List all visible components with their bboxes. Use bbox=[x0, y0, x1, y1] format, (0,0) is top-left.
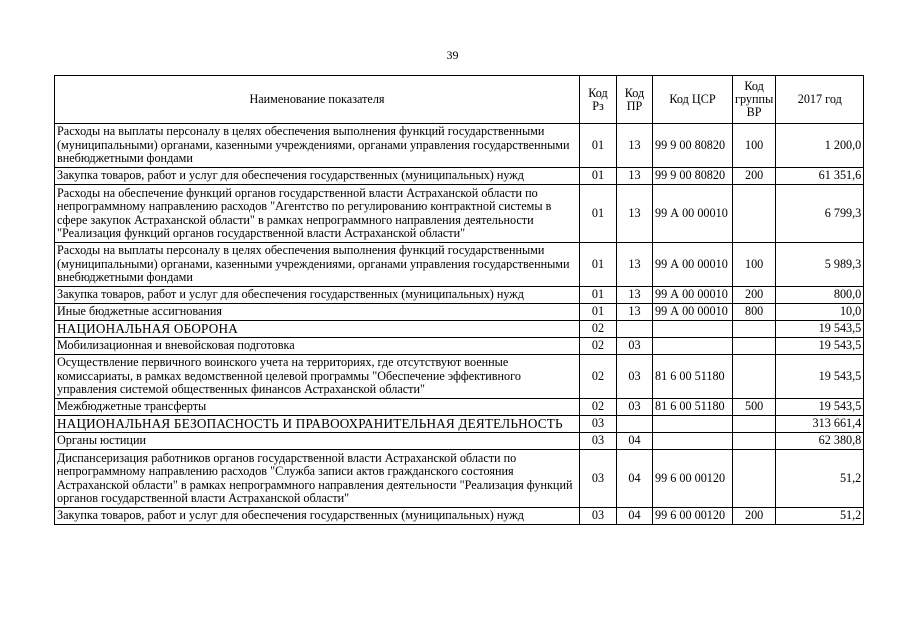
row-vr: 200 bbox=[733, 508, 776, 525]
row-vr: 200 bbox=[733, 287, 776, 304]
table-row bbox=[55, 450, 864, 508]
row-rz: 02 bbox=[580, 338, 617, 355]
row-name: Диспансеризация работников органов государственной власти Астраханской области по непрограммному направлению расходов "Служба записи актов гражданского состояния Астраханской области" в рамках непрограммного направления деятельности "Реализация функций органов государственной власти Астраханской области" bbox=[55, 450, 580, 508]
row-csr: 99 А 00 00010 bbox=[653, 287, 733, 304]
row-rz: 03 bbox=[580, 416, 617, 433]
row-amount: 19 543,5 bbox=[776, 355, 864, 399]
budget-table bbox=[54, 75, 864, 525]
row-csr bbox=[653, 416, 733, 433]
table-row bbox=[55, 416, 864, 433]
row-name: Расходы на выплаты персоналу в целях обеспечения выполнения функций государственными (муниципальными) органами, казенными учреждениями, органами управления государственными внебюджетными фондами bbox=[55, 243, 580, 287]
row-csr: 99 9 00 80820 bbox=[653, 168, 733, 185]
row-amount: 10,0 bbox=[776, 304, 864, 321]
row-pr bbox=[617, 416, 653, 433]
header-name: Наименование показателя bbox=[55, 76, 580, 124]
row-amount: 313 661,4 bbox=[776, 416, 864, 433]
row-name: Закупка товаров, работ и услуг для обеспечения государственных (муниципальных) нужд bbox=[55, 508, 580, 525]
table-row bbox=[55, 168, 864, 185]
row-csr: 99 А 00 00010 bbox=[653, 243, 733, 287]
row-amount: 1 200,0 bbox=[776, 124, 864, 168]
row-csr: 99 А 00 00010 bbox=[653, 304, 733, 321]
row-vr: 800 bbox=[733, 304, 776, 321]
row-name: Мобилизационная и вневойсковая подготовка bbox=[55, 338, 580, 355]
row-pr: 13 bbox=[617, 185, 653, 243]
row-pr: 03 bbox=[617, 355, 653, 399]
row-csr: 99 6 00 00120 bbox=[653, 508, 733, 525]
row-vr bbox=[733, 433, 776, 450]
row-name: Иные бюджетные ассигнования bbox=[55, 304, 580, 321]
table-row bbox=[55, 399, 864, 416]
row-name: Закупка товаров, работ и услуг для обеспечения государственных (муниципальных) нужд bbox=[55, 287, 580, 304]
table-row bbox=[55, 433, 864, 450]
row-rz: 01 bbox=[580, 185, 617, 243]
header-csr: Код ЦСР bbox=[653, 76, 733, 124]
row-name: Расходы на выплаты персоналу в целях обеспечения выполнения функций государственными (муниципальными) органами, казенными учреждениями, органами управления государственными внебюджетными фондами bbox=[55, 124, 580, 168]
row-vr bbox=[733, 355, 776, 399]
row-name: Осуществление первичного воинского учета на территориях, где отсутствуют военные комиссариаты, в рамках ведомственной целевой программы "Обеспечение эффективного управления системой общественных финансов Астраханской области" bbox=[55, 355, 580, 399]
row-vr: 200 bbox=[733, 168, 776, 185]
table-row bbox=[55, 355, 864, 399]
row-name: Закупка товаров, работ и услуг для обеспечения государственных (муниципальных) нужд bbox=[55, 168, 580, 185]
row-pr: 03 bbox=[617, 338, 653, 355]
row-vr bbox=[733, 416, 776, 433]
row-vr: 500 bbox=[733, 399, 776, 416]
row-csr bbox=[653, 338, 733, 355]
row-csr bbox=[653, 321, 733, 338]
page-number: 39 bbox=[446, 48, 459, 62]
row-amount: 5 989,3 bbox=[776, 243, 864, 287]
row-csr bbox=[653, 433, 733, 450]
row-rz: 03 bbox=[580, 433, 617, 450]
header-vr: Код группы ВР bbox=[733, 76, 776, 124]
row-amount: 19 543,5 bbox=[776, 321, 864, 338]
table-row bbox=[55, 287, 864, 304]
row-name: Межбюджетные трансферты bbox=[55, 399, 580, 416]
table-row bbox=[55, 338, 864, 355]
row-rz: 02 bbox=[580, 355, 617, 399]
row-amount: 62 380,8 bbox=[776, 433, 864, 450]
table-row bbox=[55, 243, 864, 287]
row-pr: 04 bbox=[617, 508, 653, 525]
row-amount: 19 543,5 bbox=[776, 399, 864, 416]
row-rz: 01 bbox=[580, 304, 617, 321]
table-row bbox=[55, 321, 864, 338]
row-pr: 13 bbox=[617, 168, 653, 185]
header-year: 2017 год bbox=[776, 76, 864, 124]
row-vr: 100 bbox=[733, 124, 776, 168]
header-pr: Код ПР bbox=[617, 76, 653, 124]
row-name: Расходы на обеспечение функций органов государственной власти Астраханской области по непрограммному направлению расходов "Агентство по регулированию контрактной системы в сфере закупок Астраханской области" в рамках непрограммного направления деятельности "Реализация функций органов государственной власти Астраханской области" bbox=[55, 185, 580, 243]
row-pr: 13 bbox=[617, 243, 653, 287]
row-rz: 01 bbox=[580, 124, 617, 168]
row-amount: 51,2 bbox=[776, 508, 864, 525]
row-pr: 04 bbox=[617, 450, 653, 508]
row-amount: 19 543,5 bbox=[776, 338, 864, 355]
row-amount: 6 799,3 bbox=[776, 185, 864, 243]
row-rz: 02 bbox=[580, 321, 617, 338]
row-rz: 03 bbox=[580, 508, 617, 525]
row-amount: 61 351,6 bbox=[776, 168, 864, 185]
row-pr: 04 bbox=[617, 433, 653, 450]
row-csr: 81 6 00 51180 bbox=[653, 399, 733, 416]
row-csr: 99 А 00 00010 bbox=[653, 185, 733, 243]
row-rz: 01 bbox=[580, 287, 617, 304]
row-vr: 100 bbox=[733, 243, 776, 287]
table-row bbox=[55, 185, 864, 243]
row-vr bbox=[733, 321, 776, 338]
row-pr bbox=[617, 321, 653, 338]
row-amount: 800,0 bbox=[776, 287, 864, 304]
row-pr: 03 bbox=[617, 399, 653, 416]
row-rz: 02 bbox=[580, 399, 617, 416]
row-name: НАЦИОНАЛЬНАЯ ОБОРОНА bbox=[55, 321, 580, 338]
header-rz: Код Рз bbox=[580, 76, 617, 124]
row-rz: 01 bbox=[580, 168, 617, 185]
row-rz: 01 bbox=[580, 243, 617, 287]
table-header-row bbox=[55, 76, 864, 124]
row-rz: 03 bbox=[580, 450, 617, 508]
row-pr: 13 bbox=[617, 304, 653, 321]
row-csr: 99 6 00 00120 bbox=[653, 450, 733, 508]
row-pr: 13 bbox=[617, 287, 653, 304]
table-row bbox=[55, 124, 864, 168]
row-name: НАЦИОНАЛЬНАЯ БЕЗОПАСНОСТЬ И ПРАВООХРАНИТЕЛЬНАЯ ДЕЯТЕЛЬНОСТЬ bbox=[55, 416, 580, 433]
row-csr: 81 6 00 51180 bbox=[653, 355, 733, 399]
row-vr bbox=[733, 185, 776, 243]
row-vr bbox=[733, 338, 776, 355]
row-pr: 13 bbox=[617, 124, 653, 168]
row-amount: 51,2 bbox=[776, 450, 864, 508]
row-csr: 99 9 00 80820 bbox=[653, 124, 733, 168]
row-vr bbox=[733, 450, 776, 508]
table-row bbox=[55, 508, 864, 525]
row-name: Органы юстиции bbox=[55, 433, 580, 450]
table-row bbox=[55, 304, 864, 321]
